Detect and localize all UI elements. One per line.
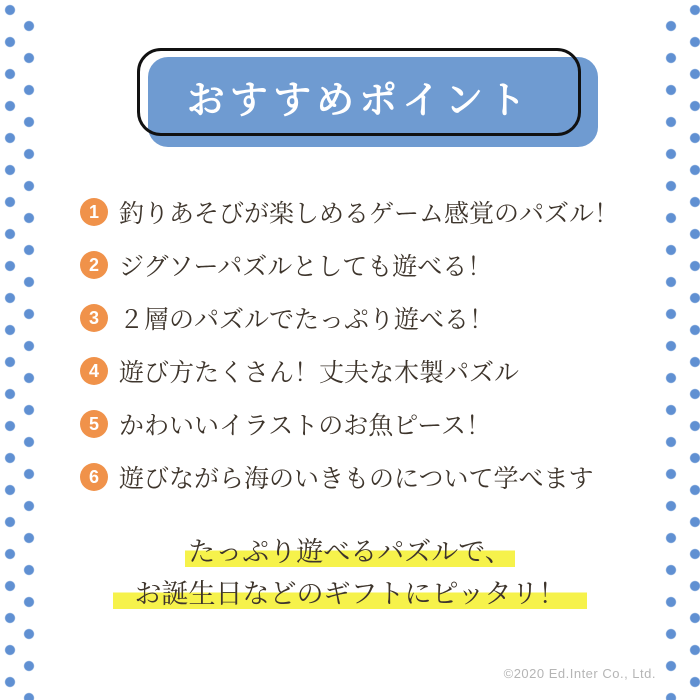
header-banner [137,48,599,148]
point-row [80,357,619,385]
point-number-badge: 5 [80,410,108,438]
point-number-badge: 4 [80,357,108,385]
point-number-badge: 6 [80,463,108,491]
point-text: 遊び方たくさん！丈夫な木製パズル [119,359,520,387]
point-text: 釣りあそびが楽しめるゲーム感覚のパズル！ [119,200,620,228]
copyright-notice: ©2020 Ed.Inter Co., Ltd. [503,666,656,681]
header-banner-outline [137,48,581,136]
point-row [80,463,619,491]
point-row [80,410,619,438]
points-list [80,198,619,491]
point-text: ジグソーパズルとしても遊べる！ [119,253,493,281]
point-text: 遊びながら海のいきものについて学べます [119,465,594,493]
point-number-badge: 1 [80,198,108,226]
point-number-badge: 2 [80,251,108,279]
closing-line-1: たっぷり遊べるパズルで、 [185,537,514,567]
closing-message [0,531,700,615]
point-row [80,251,619,279]
point-text: ２層のパズルでたっぷり遊べる！ [119,306,495,334]
point-text: かわいいイラストのお魚ピース！ [119,412,492,440]
closing-line-2: お誕生日などのギフトにピッタリ！ [113,579,588,609]
point-number-badge: 3 [80,304,108,332]
page-title: おすすめポイント [186,80,532,122]
point-row [80,198,619,226]
point-row [80,304,619,332]
